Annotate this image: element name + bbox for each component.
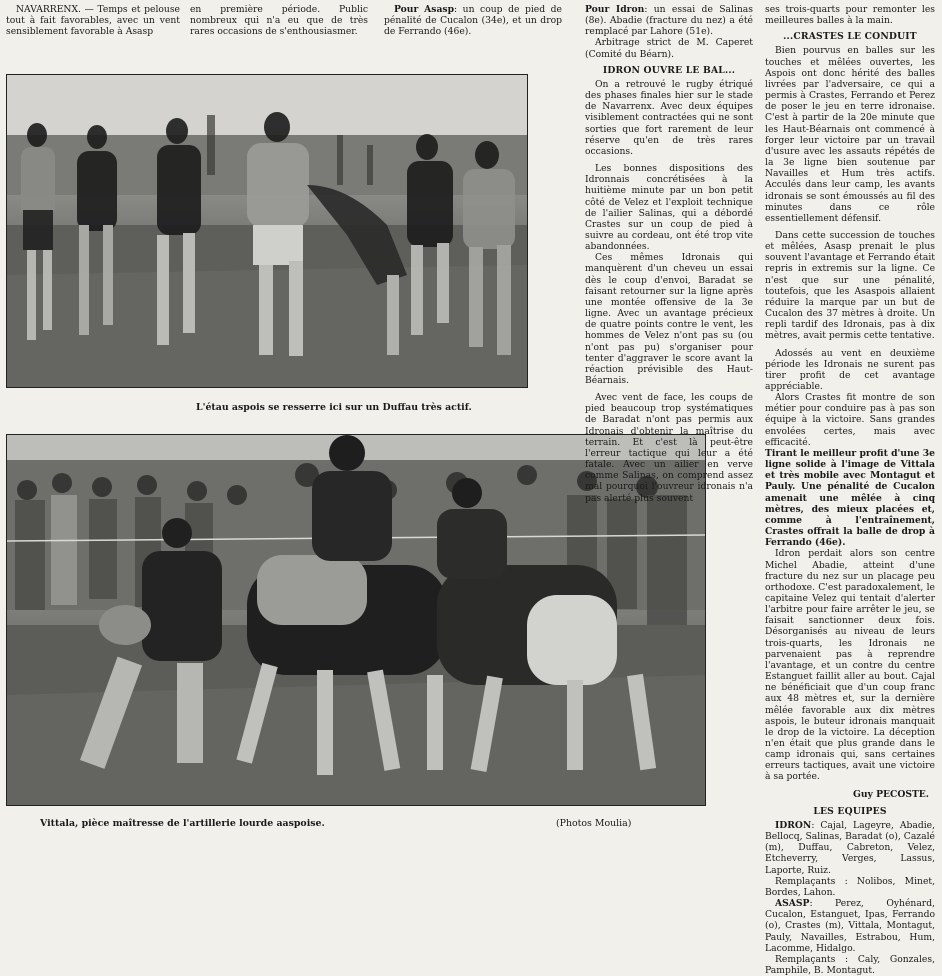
intro-paragraph-1: NAVARRENX. — Temps et pelouse tout à fait favorables, avec un vent sensiblement favorable à Asasp [6,4,180,38]
rugby-photo-lineout-image [7,75,527,387]
photo2-caption: Vittala, pièce maîtresse de l'artillerie lourde aaspoise. [40,818,325,829]
author-signature: Guy PECOSTE. [853,788,929,800]
idron-team-list: : Cajal, Lageyre, Abadie, Bellocq, Salinas, Baradat (o), Cazalé (m), Duffau, Cabreton, Velez, Etcheverry, Verges, Lassus, Laporte, Ruiz. [765,819,935,876]
col4-paragraph-1: Bien pourvus en balles sur les touches et mêlées ouvertes, les Aspois ont donc hérité des balles livrées par l'adversaire, ce qui a permis à Crastes, Ferrando et Perez de poser le jeu en terre idronaise. C'est à partir de la 20e minute que les Haut-Béarnais ont commencé à forger leur victoire par un travail d'usure avec les assauts répétés de la 3e ligne bien soutenue par Navailles et Hum très actifs. Acculés dans leur camp, les avants idronais se sont émoussés au fil des minutes dans ce rôle essentiellement défensif. [765,45,935,224]
col4-paragraph-3: Adossés au vent en deuxième période les Idronais ne surent pas tirer profit de cet avantage appréciable. [765,347,935,392]
heading-teams: LES EQUIPES [813,805,887,817]
col4-paragraph-5: Idron perdait alors son centre Michel Abadie, atteint d'une fracture du nez sur un placage peu orthodoxe. C'est paradoxalement, le capitaine Velez qui tentait d'alerter l'arbitre pour faire arrêter le jeu, se faisait sanctionner deux fois. Désorganisés au niveau de leurs trois-quarts, les Idronais ne parvenaient pas à reprendre l'avantage, et un contre du centre Estanguet faillit aller au bout. Cajal ne bénéficiait que d'un coup franc aux 48 mètres et, sur la dernière mêlée favorable aux dix mètres aspois, le buteur idronais manquait le drop de la victoire. La déception n'en était que plus grande dans le camp idronais qui, sans certaines erreurs tactiques, avait une victoire à sa portée. [765,548,935,783]
col4-paragraph-4: Alors Crastes fit montre de son métier pour conduire pas à pas son équipe à la victoire. Sans grandes envolées certes, mais avec efficacité. [765,392,935,448]
intro-paragraph-2: en première période. Public nombreux qui n'a eu que de très rares occasions de s'enthousiasmer. [190,4,368,38]
col4-paragraph-4b: Tirant le meilleur profit d'une 3e ligne solide à l'image de Vittala et très mobile avec Montagut et Pauly. Une pénalité de Cucalon amenait une mêlée à cinq mètres, des mieux placées et, comme à l'entraînement, Crastes offrait la balle de drop à Ferrando (46e). [765,447,935,549]
rugby-photo-lineout [6,74,528,388]
col4-continuation: ses trois-quarts pour remonter les meilleures balles à la main. [765,4,935,27]
asasp-score-text: : un coup de pied de pénalité de Cucalon (34e), et un drop de Ferrando (46e). [384,4,562,38]
photo1-caption: L'étau aspois se resserre ici sur un Duffau très actif. [196,402,472,413]
col3-paragraph-3: Ces mêmes Idronais qui manquèrent d'un cheveu un essai dès le coup d'envoi, Baradat se faisant retourner sur la ligne après une montée offensive de la 3e ligne. Avec un avantage précieux de quatre points contre le vent, les hommes de Velez n'ont pas su (ou n'ont pas pu) s'organiser pour tenter d'aggraver le score avant la réaction prévisible des Haut-Béarnais. [585,252,753,386]
col4-paragraph-2: Dans cette succession de touches et mêlées, Asasp prenait le plus souvent l'avantage et Ferrando était repris in extremis sur la ligne. Ce n'est que sur une pénalité, toutefois, que les Asaspois allaient réduire la marque par un but de Cucalon des 37 mètres à droite. Un repli tardif des Idronais, pas à dix mètres, avait permis cette tentative. [765,229,935,342]
idron-substitutes: Remplaçants : Nolibos, Minet, Bordes, Lahon. [765,875,935,898]
col3-paragraph-2: Les bonnes dispositions des Idronnais concrétisées à la huitième minute par un bon petit côté de Velez et l'exploit technique de l'ailier Salinas, qui a débordé Crastes sur un coup de pied à suivre au cordeau, ont été trop vite abandonnées. [585,163,753,253]
col3-paragraph-4: Avec vent de face, les coups de pied beaucoup trop systématiques de Baradat n'ont pas permis aux Idronais d'obtenir la maîtrise du terrain. Et c'est là peut-être l'erreur tactique qui leur a été fatale. Avec un ailier en verve comme Salinas, on comprend assez mal pourquoi l'ouvreur idronais n'a pas alerté plus souvent [585,392,753,504]
asasp-team-lead: ASASP [775,898,810,910]
article-column-4 [765,4,935,976]
referee-note: Arbitrage strict de M. Caperet (Comité du Béarn). [585,37,753,60]
heading-crastes: ...CRASTES LE CONDUIT [783,31,917,43]
heading-idron-ouvre: IDRON OUVRE LE BAL... [602,64,736,76]
idron-score-text: : un essai de Salinas (8e). Abadie (fracture du nez) a été remplacé par Lahore (51e). [585,4,753,38]
asasp-score-lead: Pour Asasp [394,4,454,15]
asasp-substitutes: Remplaçants : Caly, Gonzales, Pamphile, B. Montagut. [765,953,935,976]
intro-column-1 [6,4,180,37]
idron-team-lead: IDRON [775,819,812,831]
article-column-3 [585,4,753,504]
col3-paragraph-1: On a retrouvé le rugby étriqué des phases finales hier sur le stade de Navarrenx. Avec deux équipes visiblement contractées qui ne sont sorties que fort rarement de leur réserve qu'en de très rares occasions. [585,78,753,157]
asasp-team-list: : Perez, Oyhénard, Cucalon, Estanguet, Ipas, Ferrando (o), Crastes (m), Vittala, Montagut, Pauly, Navailles, Estrabou, Hum, Lacomme, Hidalgo. [765,898,935,954]
idron-score-lead: Pour Idron [585,4,645,15]
photo-credit: (Photos Moulia) [556,818,632,829]
intro-column-2 [190,4,368,37]
asasp-score-block [384,4,562,37]
